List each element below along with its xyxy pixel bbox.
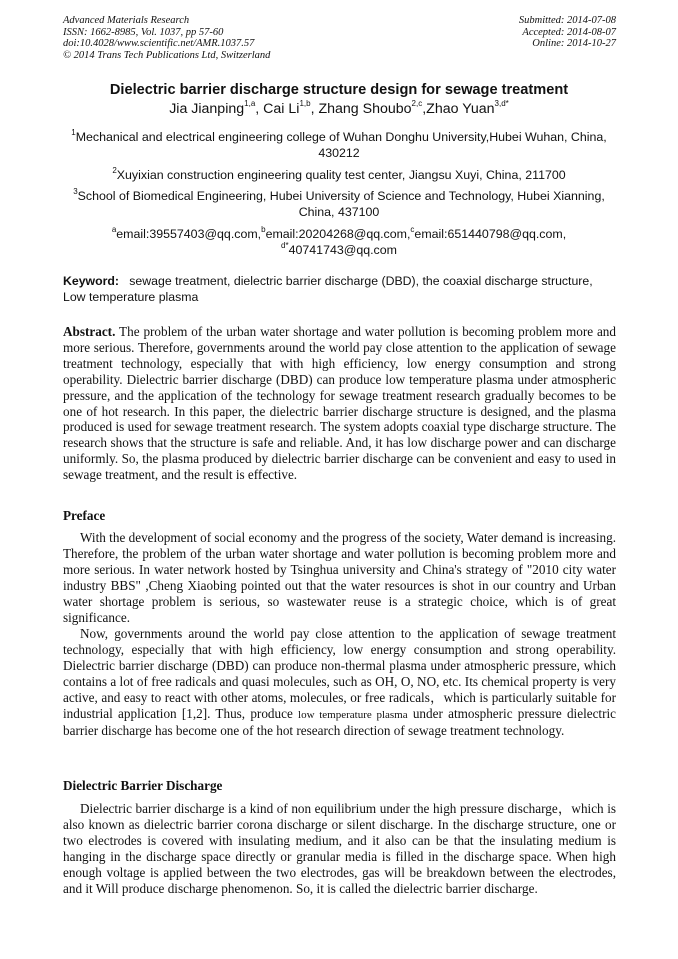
keywords-label: Keyword: — [63, 274, 120, 288]
affiliation-text: Mechanical and electrical engineering college of Wuhan Donghu University,Hubei Wuhan, China, 430212 — [75, 130, 607, 160]
author-separator: , — [422, 101, 427, 117]
submitted-date: Submitted: 2014-07-08 — [518, 15, 616, 26]
author-name: Jia Jianping — [169, 101, 245, 117]
affiliation-mark: 3 — [73, 186, 78, 196]
online-date: Online: 2014-10-27 — [532, 38, 616, 50]
section-heading-dbd: Dielectric Barrier Discharge — [63, 778, 223, 793]
affiliation-text: Xuyixian construction engineering quality test center, Jiangsu Xuyi, China, 211700 — [116, 168, 566, 182]
abstract-text: The problem of the urban water shortage and water pollution is becoming problem more and more serious. Therefore, governments around the world pay close attention to the application of sewage treatment technology, especially that with high efficiency, low energy consumption and strong operability. Dielectric barrier discharge (DBD) can produce low temperature plasma under atmospheric pressure, and the application of the technology for sewage treatment research gradually becomes to be one of hot research. In this paper, the dielectric barrier discharge structure is designed, and the plasma produced is used for sewage treatment research. The system adopts coaxial type discharge structure. The research shows that the structure is safe and reliable. And, it has low discharge power and can discharge uniformly. So, the plasma produced by dielectric barrier discharge can be convenient and easy to used in sewage treatment, and the result is effective. — [63, 324, 616, 483]
journal-doi: doi:10.4028/www.scientific.net/AMR.1037.57 — [63, 38, 255, 50]
paragraph: Dielectric barrier discharge is a kind of non equilibrium under the high pressure discharge，which is also known as dielectric barrier corona discharge or silent discharge. In the discharge structure, one or two electrodes is covered with insulating medium, and it also can be that the insulating medium is hanging in the discharge space directly or granular media is filled in the discharge space. When high enough voltage is applied between the two electrodes, gas will be breakdown between the electrodes, and it Will produce discharge phenomenon. So, it is called the dielectric barrier discharge. — [63, 801, 616, 896]
author-list — [40, 101, 638, 117]
author-name: Zhang Shoubo — [318, 101, 412, 117]
affiliation-mark: 2 — [112, 165, 117, 175]
paragraph-text: under atmospheric pressure dielectric barrier discharge has become one of the hot research direction of sewage treatment technology. — [63, 705, 617, 739]
email-mark: d* — [281, 240, 289, 250]
paragraph-text: Now, governments around the world pay close attention to the application of sewage treatment technology, especially that with high efficiency, low energy consumption and strong operability. Dielectric barrier discharge (DBD) can produce non-thermal plasma under atmospheric pressure, which contains a lot of free radicals and quasi molecules, such as OH, O, NO, etc. Its chemical property is very active, and easy to react with other atoms, molecules, or free radicals，which is particularly suitable for industrial application [1,2]. Thus, produce — [63, 626, 616, 721]
email-mark: b — [261, 224, 266, 234]
journal-info — [63, 15, 270, 61]
email-address: email:39557403@qq.com, — [116, 227, 262, 241]
email-address: email:651440798@qq.com, — [414, 227, 567, 241]
abstract — [63, 324, 616, 483]
abstract-label: Abstract. — [63, 324, 116, 339]
email-address: email:20204268@qq.com, — [265, 227, 411, 241]
affiliation — [62, 167, 616, 183]
paragraph: With the development of social economy and the progress of the society, Water demand is increasing. Therefore, the problem of the urban water shortage and water pollution is becoming problem more and more serious. In water network hosted by Tsinghua university and China's strategy of "2010 city water industry BBS" ,Cheng Xiaobing pointed out that the water resources is shot in our country and Urban water shortage problem is serious, so wastewater reuse is a strategic choice, which is of great significance. — [63, 530, 616, 625]
paragraph — [63, 626, 616, 739]
affiliation — [62, 188, 616, 220]
keywords — [63, 274, 616, 305]
author-affiliation-mark: 1,b — [299, 99, 311, 109]
submission-dates — [519, 15, 616, 50]
accepted-date: Accepted: 2014-08-07 — [522, 26, 616, 38]
author-affiliation-mark: 1,a — [244, 99, 256, 109]
affiliation — [62, 129, 616, 161]
affiliation-text: School of Biomedical Engineering, Hubei University of Science and Technology, Hubei Xianning, China, 437100 — [77, 189, 605, 219]
journal-issn: ISSN: 1662-8985, Vol. 1037, pp 57-60 — [63, 26, 224, 38]
email-list — [62, 226, 616, 258]
author-name: Zhao Yuan — [426, 101, 495, 117]
paragraph-text-small: low temperature plasma — [298, 708, 408, 721]
author-separator: , — [310, 101, 319, 117]
keywords-text: sewage treatment, dielectric barrier discharge (DBD), the coaxial discharge structure, Low temperature plasma — [63, 274, 593, 304]
email-address: 40741743@qq.com — [288, 243, 397, 257]
email-mark: a — [111, 224, 117, 234]
section-heading-preface: Preface — [63, 508, 106, 523]
author-name: Cai Li — [263, 101, 300, 117]
author-separator: , — [255, 101, 264, 117]
paper-title: Dielectric barrier discharge structure design for sewage treatment — [109, 82, 569, 98]
author-affiliation-mark: 2,c — [411, 99, 423, 109]
email-mark: c — [410, 224, 415, 234]
journal-copyright: © 2014 Trans Tech Publications Ltd, Switzerland — [63, 49, 271, 61]
journal-name: Advanced Materials Research — [63, 15, 190, 26]
affiliation-mark: 1 — [71, 127, 76, 137]
author-affiliation-mark: 3,d* — [494, 99, 509, 109]
